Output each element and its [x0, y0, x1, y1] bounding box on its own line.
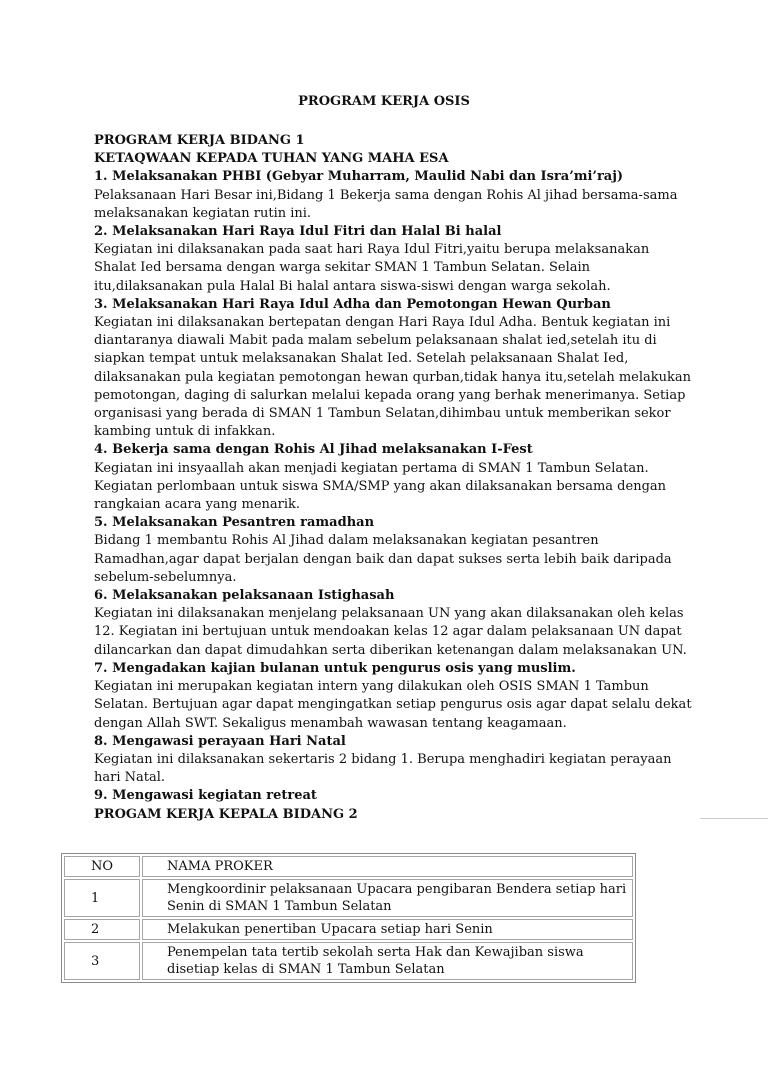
table-row — [64, 879, 633, 917]
proker-table — [61, 853, 636, 983]
item-heading: 2. Melaksanakan Hari Raya Idul Fitri dan Halal Bi halal — [94, 224, 502, 240]
item-heading: 3. Melaksanakan Hari Raya Idul Adha dan Pemotongan Hewan Qurban — [94, 296, 611, 312]
document-body — [94, 132, 694, 824]
table-header-row — [64, 856, 633, 877]
item-heading: 8. Mengawasi perayaan Hari Natal — [94, 733, 346, 749]
item-body: Kegiatan ini merupakan kegiatan intern yang dilakukan oleh OSIS SMAN 1 Tambun Selatan. Bertujuan agar dapat mengingatkan setiap pengurus osis agar dapat selalu dekat dengan Allah SWT. Sekaligus menambah wawasan tentang keagamaan. — [94, 679, 692, 731]
row-no: 3 — [64, 942, 140, 980]
header-no: NO — [64, 856, 140, 877]
table-row — [64, 942, 633, 980]
row-nama: Mengkoordinir pelaksanaan Upacara pengibaran Bendera setiap hari Senin di SMAN 1 Tambun Selatan — [142, 879, 633, 917]
item-body: Kegiatan ini dilaksanakan pada saat hari Raya Idul Fitri,yaitu berupa melaksanakan Shalat Ied bersama dengan warga sekitar SMAN 1 Tambun Selatan. Selain itu,dilaksanakan pula Halal Bi halal antara siswa-siswi dengan warga sekolah. — [94, 242, 650, 294]
document-title: PROGRAM KERJA OSIS — [298, 94, 470, 109]
item-heading: 5. Melaksanakan Pesantren ramadhan — [94, 515, 375, 531]
item-heading: 1. Melaksanakan PHBI (Gebyar Muharram, Maulid Nabi dan Isra’mi’raj) — [94, 169, 624, 185]
item-heading: 7. Mengadakan kajian bulanan untuk pengurus osis yang muslim. — [94, 660, 576, 676]
item-body: Kegiatan ini insyaallah akan menjadi kegiatan pertama di SMAN 1 Tambun Selatan. Kegiatan perlombaan untuk siswa SMA/SMP yang akan dilaksanakan bersama dengan rangkaian acara yang menarik. — [94, 460, 667, 513]
item-body: Kegiatan ini dilaksanakan bertepatan dengan Hari Raya Idul Adha. Bentuk kegiatan ini diantaranya diawali Mabit pada malam sebelum pelaksanaan shalat ied,setelah itu di siapkan tempat untuk melaksanakan Shalat Ied. Setelah pelaksanaan Shalat Ied, dilaksanakan pula kegiatan pemotongan hewan qurban,tidak hanya itu,setelah melakukan pemotongan, daging di salurkan melalui kepada orang yang berhak menerimanya. Setiap organisasi yang berada di SMAN 1 Tambun Selatan,dihimbau untuk memberikan sekor kambing untuk di infakkan. — [94, 315, 692, 440]
item-heading: 9. Mengawasi kegiatan retreat — [94, 788, 317, 804]
row-no: 2 — [64, 919, 140, 940]
item-heading: 4. Bekerja sama dengan Rohis Al Jihad melaksanakan I-Fest — [94, 442, 533, 458]
item-heading: 6. Melaksanakan pelaksanaan Istighasah — [94, 588, 395, 604]
item-body: Pelaksanaan Hari Besar ini,Bidang 1 Bekerja sama dengan Rohis Al jihad bersama-sama melaksanakan kegiatan rutin ini. — [94, 187, 678, 221]
row-no: 1 — [64, 879, 140, 917]
row-nama: Penempelan tata tertib sekolah serta Hak dan Kewajiban siswa disetiap kelas di SMAN 1 Tambun Selatan — [142, 942, 633, 980]
item-body: Bidang 1 membantu Rohis Al Jihad dalam melaksanakan kegiatan pesantren Ramadhan,agar dapat berjalan dengan baik dan dapat sukses serta lebih baik daripada sebelum-sebelumnya. — [94, 533, 672, 585]
bidang1-heading: PROGRAM KERJA BIDANG 1 — [94, 133, 305, 148]
item-body: Kegiatan ini dilaksanakan menjelang pelaksanaan UN yang akan dilaksanakan oleh kelas 12. Kegiatan ini bertujuan untuk mendoakan kelas 12 agar dalam pelaksanaan UN dapat dilancarkan dan dapat dimudahkan serta diberikan ketenangan dalam melaksanakan UN. — [94, 606, 687, 658]
header-nama-proker: NAMA PROKER — [142, 856, 633, 877]
bidang1-subheading: KETAQWAAN KEPADA TUHAN YANG MAHA ESA — [94, 151, 449, 167]
row-nama: Melakukan penertiban Upacara setiap hari Senin — [142, 919, 633, 940]
table-row — [64, 919, 633, 940]
item-body: Kegiatan ini dilaksanakan sekertaris 2 bidang 1. Berupa menghadiri kegiatan perayaan hari Natal. — [94, 751, 672, 786]
divider-line — [700, 818, 768, 819]
bidang2-heading: PROGAM KERJA KEPALA BIDANG 2 — [94, 806, 358, 822]
